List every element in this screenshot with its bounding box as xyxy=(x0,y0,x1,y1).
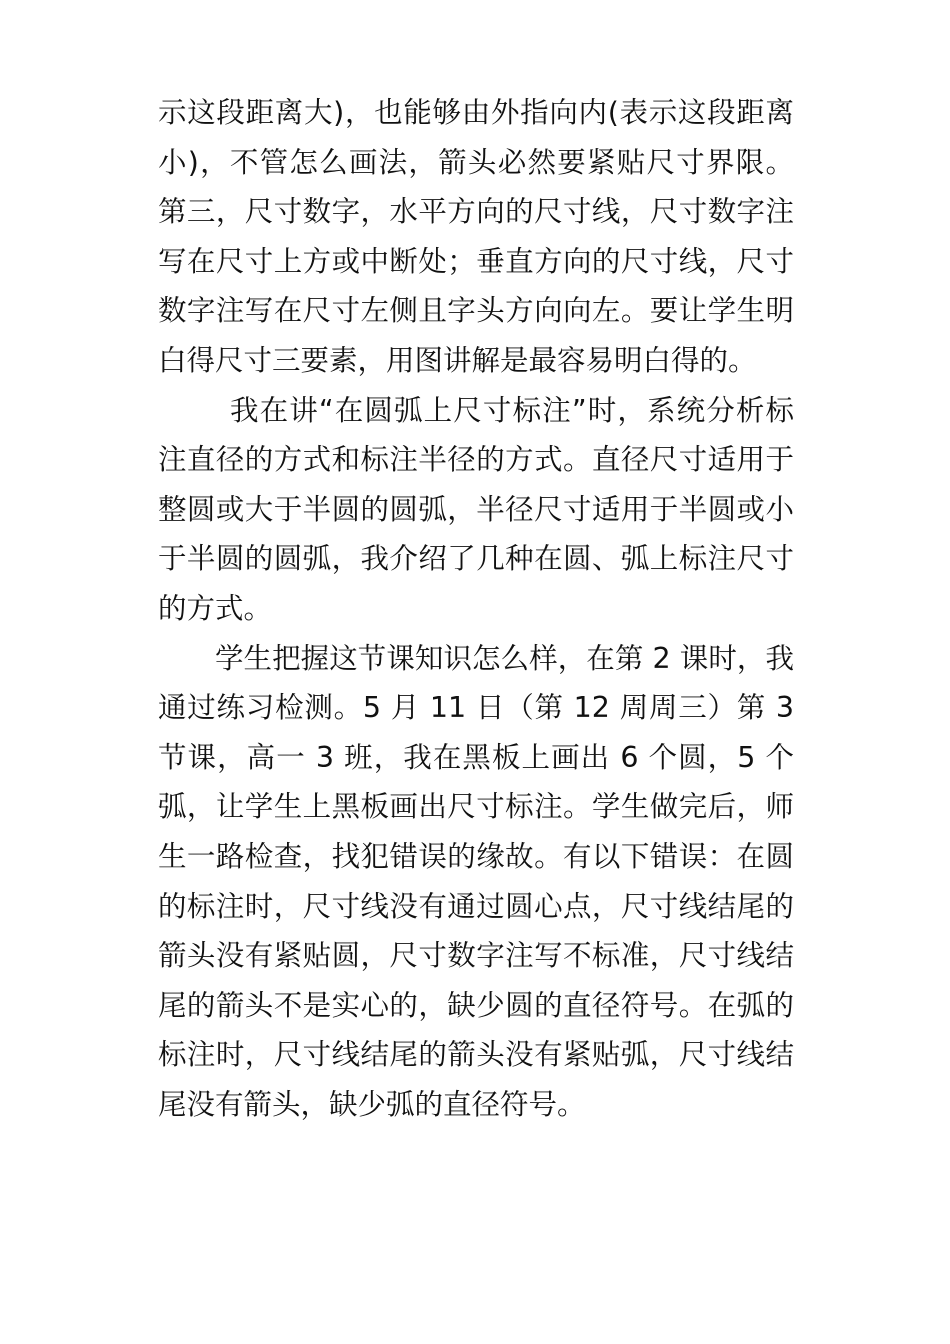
document-body xyxy=(158,88,794,1129)
paragraph-dimension-elements: 示这段距离大)，也能够由外指向内(表示这段距离小)，不管怎么画法，箭头必然要紧贴尺寸界限。第三，尺寸数字，水平方向的尺寸线，尺寸数字注写在尺寸上方或中断处；垂直方向的尺寸线，尺寸数字注写在尺寸左侧且字头方向向左。要让学生明白得尺寸三要素，用图讲解是最容易明白得的。 xyxy=(158,96,794,377)
paragraph-arc-dimensioning: 我在讲“在圆弧上尺寸标注”时，系统分析标注直径的方式和标注半径的方式。直径尺寸适用于整圆或大于半圆的圆弧，半径尺寸适用于半圆或小于半圆的圆弧，我介绍了几种在圆、弧上标注尺寸的方式。 xyxy=(158,393,794,625)
paragraph-practice-review: 学生把握这节课知识怎么样，在第 2 课时，我通过练习检测。5 月 11 日（第 12 周周三）第 3 节课，高一 3 班，我在黑板上画出 6 个圆，5 个弧，让学生上黑板画出尺寸标注。学生做完后，师生一路检查，找犯错误的缘故。有以下错误：在圆的标注时，尺寸线没有通过圆心点，尺寸线结尾的箭头没有紧贴圆，尺寸数字注写不标准，尺寸线结尾的箭头不是实心的，缺少圆的直径符号。在弧的标注时，尺寸线结尾的箭头没有紧贴弧，尺寸线结尾没有箭头，缺少弧的直径符号。 xyxy=(158,641,794,1121)
